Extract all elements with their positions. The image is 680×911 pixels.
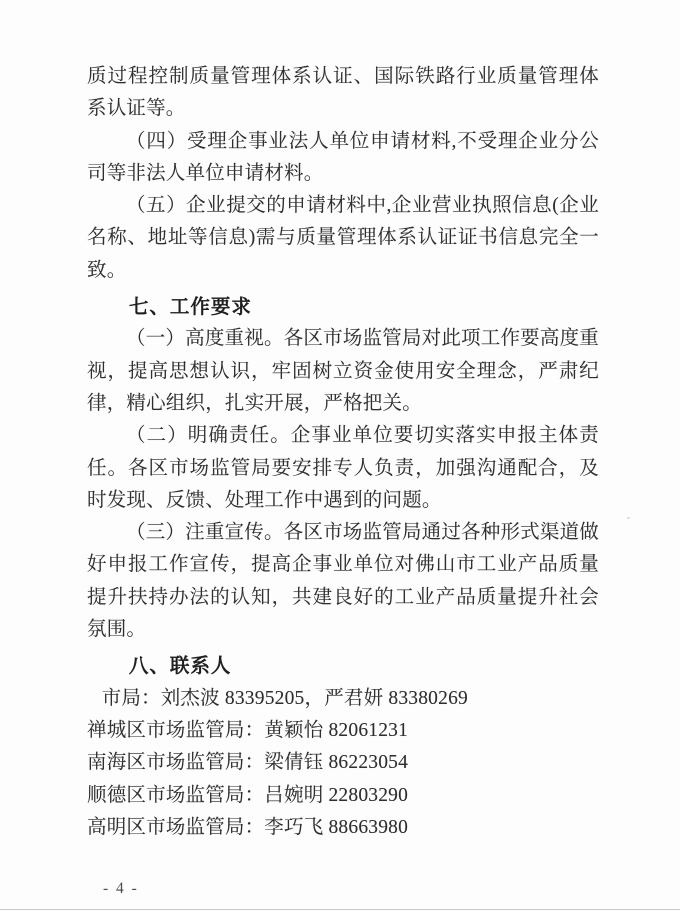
document-body (87, 61, 599, 844)
scan-artifact-dot (627, 517, 630, 519)
contact-city-bureau: 市局：刘杰波 83395205，严君妍 83380269 (101, 687, 468, 709)
page-number: - 4 - (103, 880, 139, 897)
contact-chancheng: 禅城区市场监管局：黄颖怡 82061231 (87, 719, 409, 741)
para-work-req-1: （一）高度重视。各区市场监管局对此项工作要高度重视，提高思想认识，牢固树立资金使用安全理念，严肃纪律，精心组织，扎实开展，严格把关。 (87, 328, 599, 414)
section-heading-8: 八、联系人 (128, 655, 232, 678)
para-work-req-2: （二）明确责任。企事业单位要切实落实申报主体责任。各区市场监管局要安排专人负责，加强沟通配合，及时发现、反馈、处理工作中遇到的问题。 (87, 425, 599, 511)
para-item-5: （五）企业提交的申请材料中,企业营业执照信息(企业名称、地址等信息)需与质量管理体系认证证书信息完全一致。 (87, 195, 599, 281)
para-item-4: （四）受理企事业法人单位申请材料,不受理企业分公司等非法人单位申请材料。 (87, 130, 599, 184)
contact-nanhai: 南海区市场监管局：梁倩钰 86223054 (87, 752, 409, 774)
contact-gaoming: 高明区市场监管局：李巧飞 88663980 (87, 816, 409, 838)
page-bottom-divider (0, 909, 680, 910)
contact-shunde: 顺德区市场监管局：吕婉明 22803290 (87, 784, 409, 806)
body-line-continued: 质过程控制质量管理体系认证、国际铁路行业质量管理体系认证等。 (87, 66, 599, 120)
section-heading-7: 七、工作要求 (128, 296, 252, 319)
para-work-req-3: （三）注重宣传。各区市场监管局通过各种形式渠道做好申报工作宣传，提高企事业单位对佛山市工业产品质量提升扶持办法的认知，共建良好的工业产品质量提升社会氛围。 (87, 522, 599, 641)
